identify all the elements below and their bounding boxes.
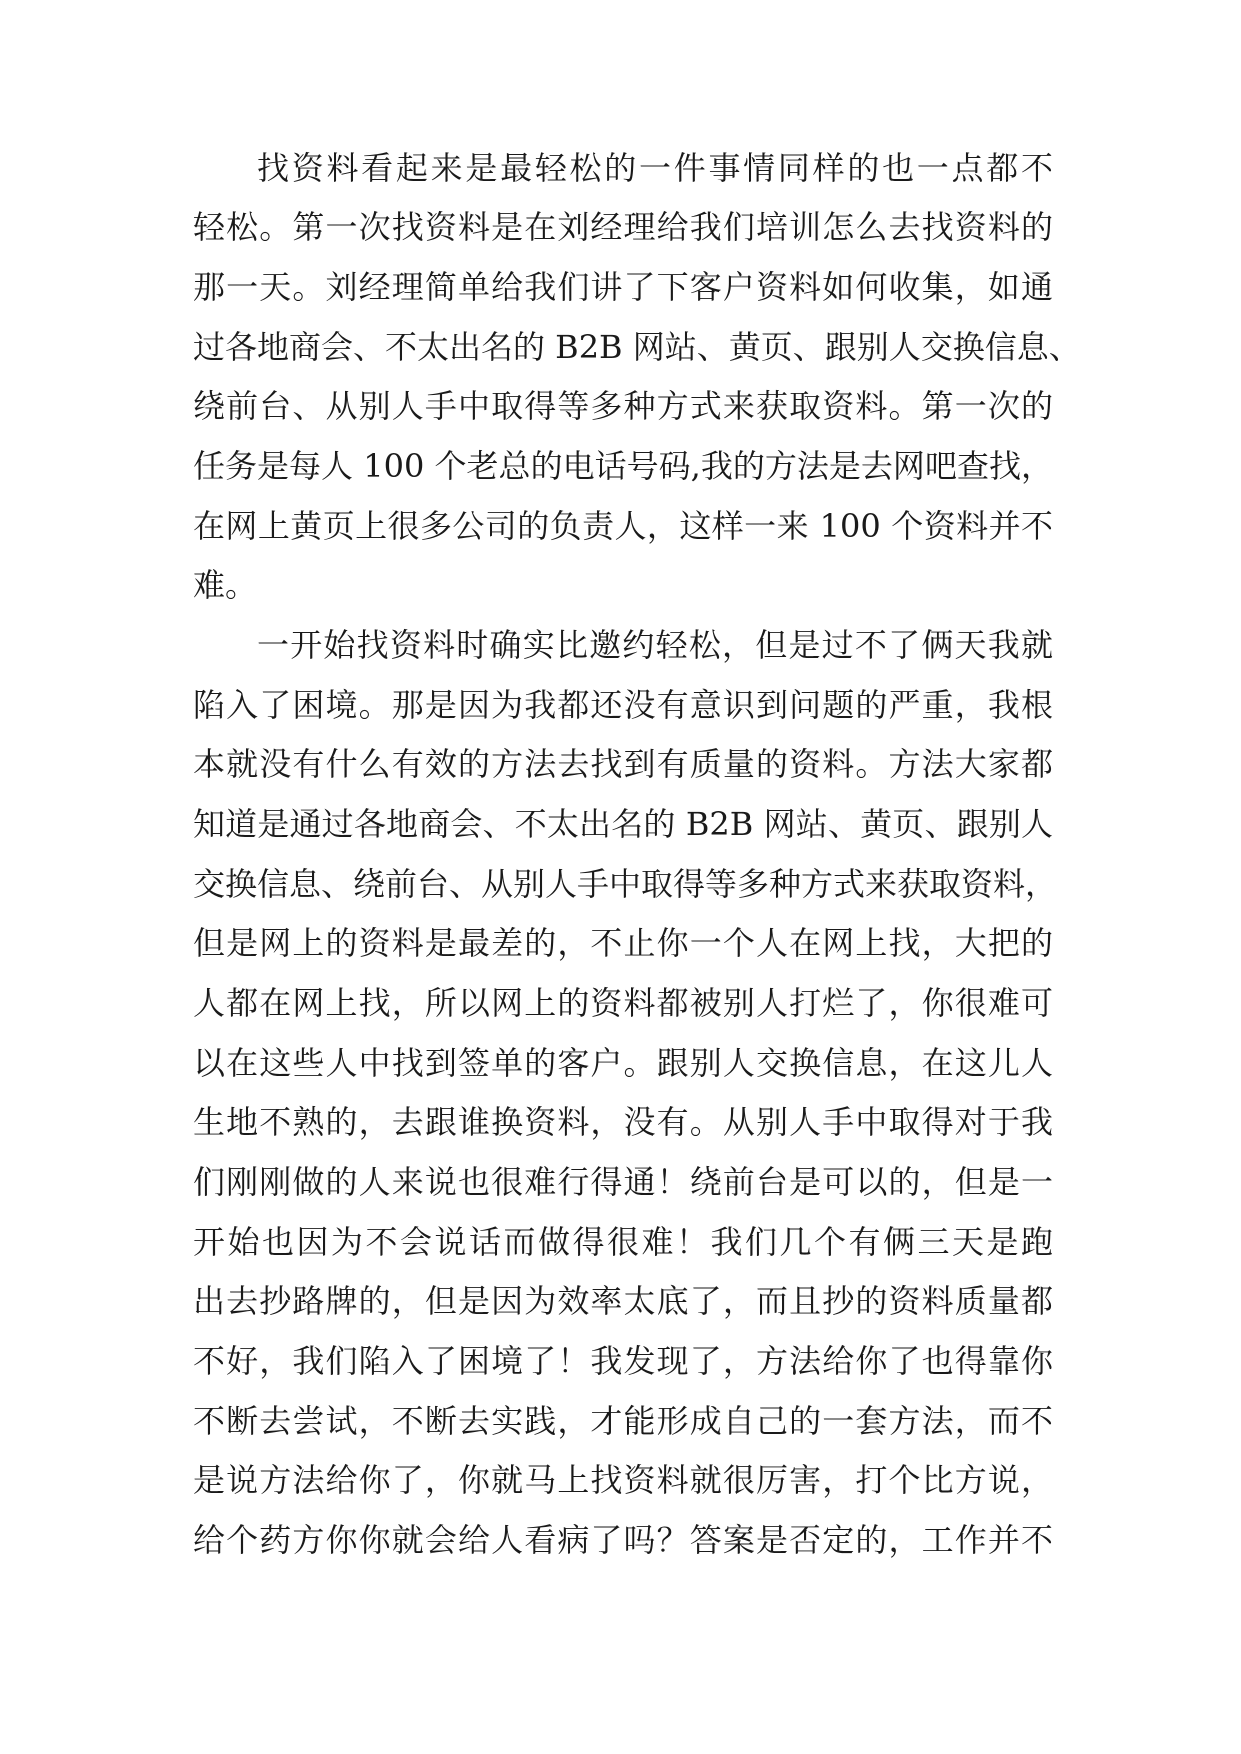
paragraph-line: 找资料看起来是最轻松的一件事情同样的也一点都不 bbox=[257, 149, 1053, 187]
paragraph-line: 生地不熟的，去跟谁换资料，没有。从别人手中取得对于我 bbox=[193, 1103, 1053, 1141]
paragraph-line: 但是网上的资料是最差的，不止你一个人在网上找，大把的 bbox=[193, 924, 1053, 962]
paragraph-line: 在网上黄页上很多公司的负责人，这样一来 100 个资料并不 bbox=[193, 507, 1053, 545]
paragraph-line: 不好，我们陷入了困境了！我发现了，方法给你了也得靠你 bbox=[193, 1342, 1053, 1380]
paragraph-line: 给个药方你你就会给人看病了吗？答案是否定的，工作并不 bbox=[193, 1521, 1053, 1559]
paragraph-line: 知道是通过各地商会、不太出名的 B2B 网站、黄页、跟别人 bbox=[193, 805, 1053, 843]
paragraph-line: 本就没有什么有效的方法去找到有质量的资料。方法大家都 bbox=[193, 745, 1053, 783]
paragraph-line: 任务是每人 100 个老总的电话号码,我的方法是去网吧查找， bbox=[193, 447, 1053, 485]
paragraph-line: 陷入了困境。那是因为我都还没有意识到问题的严重，我根 bbox=[193, 686, 1053, 724]
paragraph-line: 交换信息、绕前台、从别人手中取得等多种方式来获取资料， bbox=[193, 865, 1058, 903]
paragraph-line: 绕前台、从别人手中取得等多种方式来获取资料。第一次的 bbox=[193, 387, 1053, 425]
paragraph-line: 人都在网上找，所以网上的资料都被别人打烂了，你很难可 bbox=[193, 984, 1053, 1022]
paragraph-line: 难。 bbox=[193, 566, 258, 604]
paragraph-line: 开始也因为不会说话而做得很难！我们几个有俩三天是跑 bbox=[193, 1223, 1053, 1261]
paragraph-line: 过各地商会、不太出名的 B2B 网站、黄页、跟别人交换信息、 bbox=[193, 328, 1081, 366]
paragraph-line: 们刚刚做的人来说也很难行得通！绕前台是可以的，但是一 bbox=[193, 1163, 1053, 1201]
paragraph-line: 那一天。刘经理简单给我们讲了下客户资料如何收集，如通 bbox=[193, 268, 1053, 306]
paragraph-line: 是说方法给你了，你就马上找资料就很厉害，打个比方说， bbox=[193, 1461, 1053, 1499]
paragraph-line: 一开始找资料时确实比邀约轻松，但是过不了俩天我就 bbox=[257, 626, 1053, 664]
paragraph-line: 以在这些人中找到签单的客户。跟别人交换信息，在这儿人 bbox=[193, 1044, 1053, 1082]
paragraph-line: 不断去尝试，不断去实践，才能形成自己的一套方法，而不 bbox=[193, 1402, 1053, 1440]
paragraph-line: 出去抄路牌的，但是因为效率太底了，而且抄的资料质量都 bbox=[193, 1282, 1053, 1320]
paragraph-line: 轻松。第一次找资料是在刘经理给我们培训怎么去找资料的 bbox=[193, 208, 1053, 246]
